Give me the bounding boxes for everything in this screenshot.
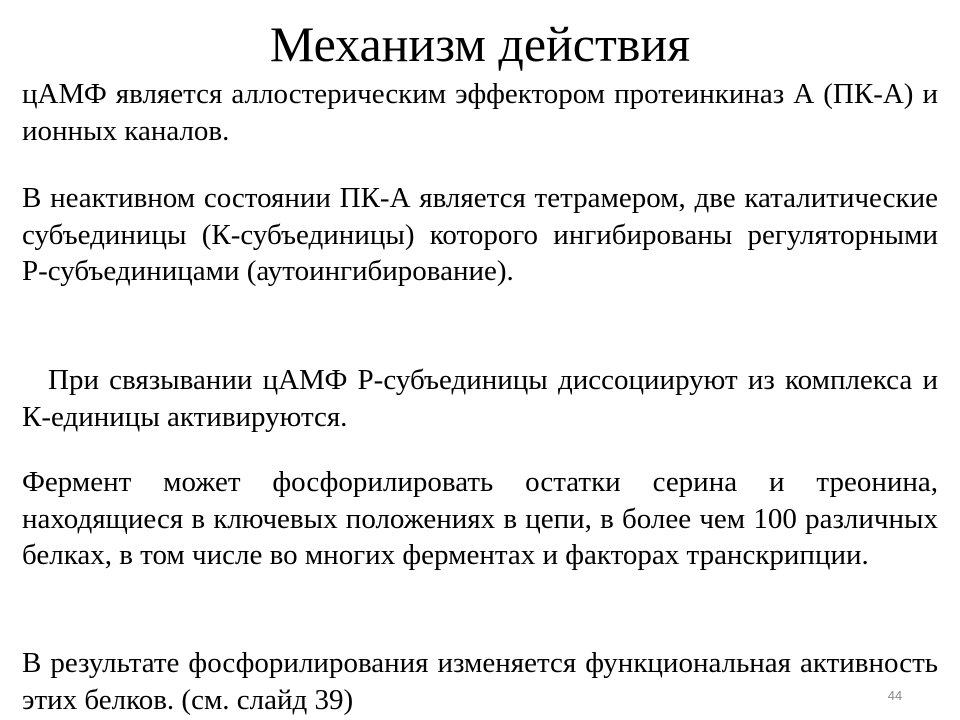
slide-number: 44 [887,688,903,703]
paragraph-phosphorylation-targets: Фермент может фосфорилировать остатки серина и треонина, находящиеся в ключевых положениях в цепи, в более чем 100 различных белках, в том числе во многих ферментах и факторах транскрипции. [22,466,938,571]
paragraph-inactive-state: В неактивном состоянии ПК-А является тетрамером, две каталитические субъединицы (К-субъединицы) которого ингибированы регуляторными Р-субъединицами (аутоингибирование). [22,182,938,287]
paragraph-camp-effector: цАМФ является аллостерическим эффектором протеинкиназ А (ПК-А) и ионных каналов. [22,78,938,147]
paragraph-phosphorylation-result: В результате фосфорилирования изменяется функциональная активность этих белков. (см. слайд 39) [22,647,938,716]
paragraph-camp-binding: При связывании цАМФ Р-субъединицы диссоциируют из комплекса и К-единицы активируются. [22,364,938,433]
slide-title: Механизм действия [269,16,691,72]
